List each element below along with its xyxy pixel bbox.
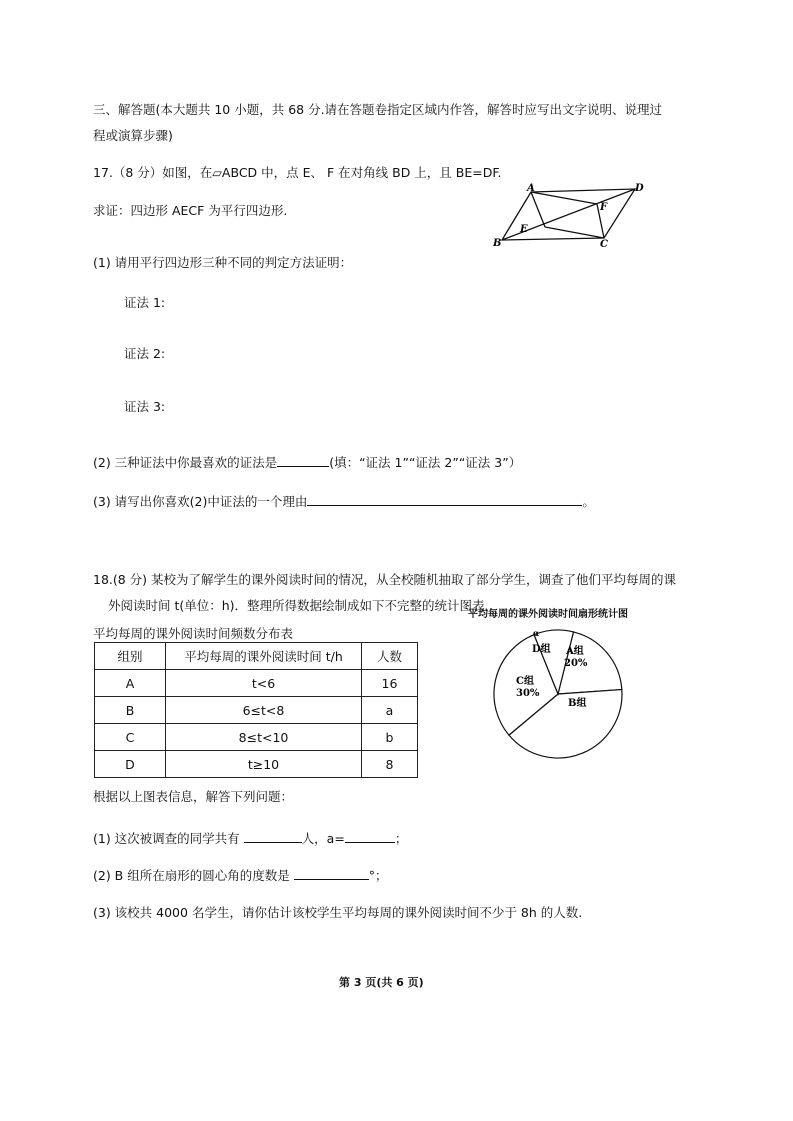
frequency-table [94, 642, 418, 778]
table-row [95, 751, 418, 778]
label-B: B [493, 238, 502, 249]
q18-part1-mid: 人，a= [301, 831, 345, 846]
q18-line1: 18.(8 分) 某校为了解学生的课外阅读时间的情况，从全校随机抽取了部分学生，调查了他们平均每周的课 [93, 572, 677, 587]
table-row [95, 724, 418, 751]
table-header-row [95, 643, 418, 670]
table-cell: 16 [362, 670, 418, 697]
table-header: 人数 [362, 643, 418, 670]
table-cell: 8≤t<10 [166, 724, 362, 751]
table-cell: 8 [362, 751, 418, 778]
q18-part2-text: (2) B 组所在扇形的圆心角的度数是 [93, 868, 290, 883]
label-F: F [600, 202, 608, 213]
q17-part2 [93, 453, 521, 471]
q17-part3-end: 。 [582, 494, 595, 509]
table-header: 组别 [95, 643, 166, 670]
answer-blank[interactable] [307, 492, 582, 506]
table-header: 平均每周的课外阅读时间 t/h [166, 643, 362, 670]
q18-part1-text: (1) 这次被调查的同学共有 [93, 831, 240, 846]
pie-label-a-pct: 20% [564, 658, 588, 669]
pie-label-c: C组 [516, 676, 534, 687]
table-cell: a [362, 697, 418, 724]
table-cell: t≥10 [166, 751, 362, 778]
section-heading-cont: 程或演算步骤) [93, 128, 173, 143]
q17-part3 [93, 492, 595, 510]
label-D: D [635, 183, 644, 194]
q17-prove: 求证：四边形 AECF 为平行四边形. [93, 203, 288, 218]
answer-blank[interactable] [294, 866, 369, 880]
table-row [95, 670, 418, 697]
q17-method2: 证法 2: [124, 346, 166, 361]
q18-intro: 根据以上图表信息，解答下列问题： [93, 789, 294, 804]
q18-part2-end: °； [368, 868, 388, 883]
answer-blank[interactable] [345, 829, 395, 843]
q18-part2 [93, 866, 387, 884]
table-cell: b [362, 724, 418, 751]
q18-line2: 外阅读时间 t(单位：h)．整理所得数据绘制成如下不完整的统计图表． [108, 598, 498, 613]
pie-label-b: B组 [568, 698, 587, 709]
table-cell: C [95, 724, 166, 751]
table-cell: D [95, 751, 166, 778]
q17-method3: 证法 3: [124, 399, 166, 414]
table-cell: B [95, 697, 166, 724]
table-row [95, 697, 418, 724]
table-cell: t<6 [166, 670, 362, 697]
pie-angle-label: α [533, 628, 540, 638]
pie-title: 平均每周的课外阅读时间扇形统计图 [468, 609, 628, 620]
q18-part3: (3) 该校共 4000 名学生，请你估计该校学生平均每周的课外阅读时间不少于 8h 的人数. [93, 905, 583, 920]
page-footer: 第 3 页(共 6 页) [339, 976, 424, 989]
q17-method1: 证法 1: [124, 295, 166, 310]
pie-label-c-pct: 30% [516, 688, 540, 699]
pie-label-a: A组 [566, 646, 584, 657]
q17-part3-text: (3) 请写出你喜欢(2)中证法的一个理由 [93, 494, 308, 509]
pie-chart [488, 624, 628, 764]
table-caption: 平均每周的课外阅读时间频数分布表 [93, 626, 294, 641]
q17-part2-text: (2) 三种证法中你最喜欢的证法是 [93, 455, 278, 470]
label-C: C [600, 239, 608, 250]
pie-label-d: D组 [532, 644, 551, 655]
parallelogram-figure [490, 182, 650, 252]
q17-title: 17.（8 分）如图，在▱ABCD 中，点 E、 F 在对角线 BD 上，且 BE=DF. [93, 165, 502, 180]
label-E: E [520, 224, 528, 235]
answer-blank[interactable] [244, 829, 302, 843]
label-A: A [527, 183, 535, 194]
q17-part1: (1) 请用平行四边形三种不同的判定方法证明： [93, 255, 353, 270]
table-cell: 6≤t<8 [166, 697, 362, 724]
q17-part2-hint: (填：“证法 1”“证法 2”“证法 3”） [329, 455, 522, 470]
q18-part1-end: ； [394, 831, 408, 846]
table-cell: A [95, 670, 166, 697]
q18-part1 [93, 829, 407, 847]
section-heading: 三、解答题(本大题共 10 小题，共 68 分.请在答题卷指定区域内作答，解答时应写出文字说明、说理过 [93, 102, 663, 117]
answer-blank[interactable] [277, 453, 329, 467]
